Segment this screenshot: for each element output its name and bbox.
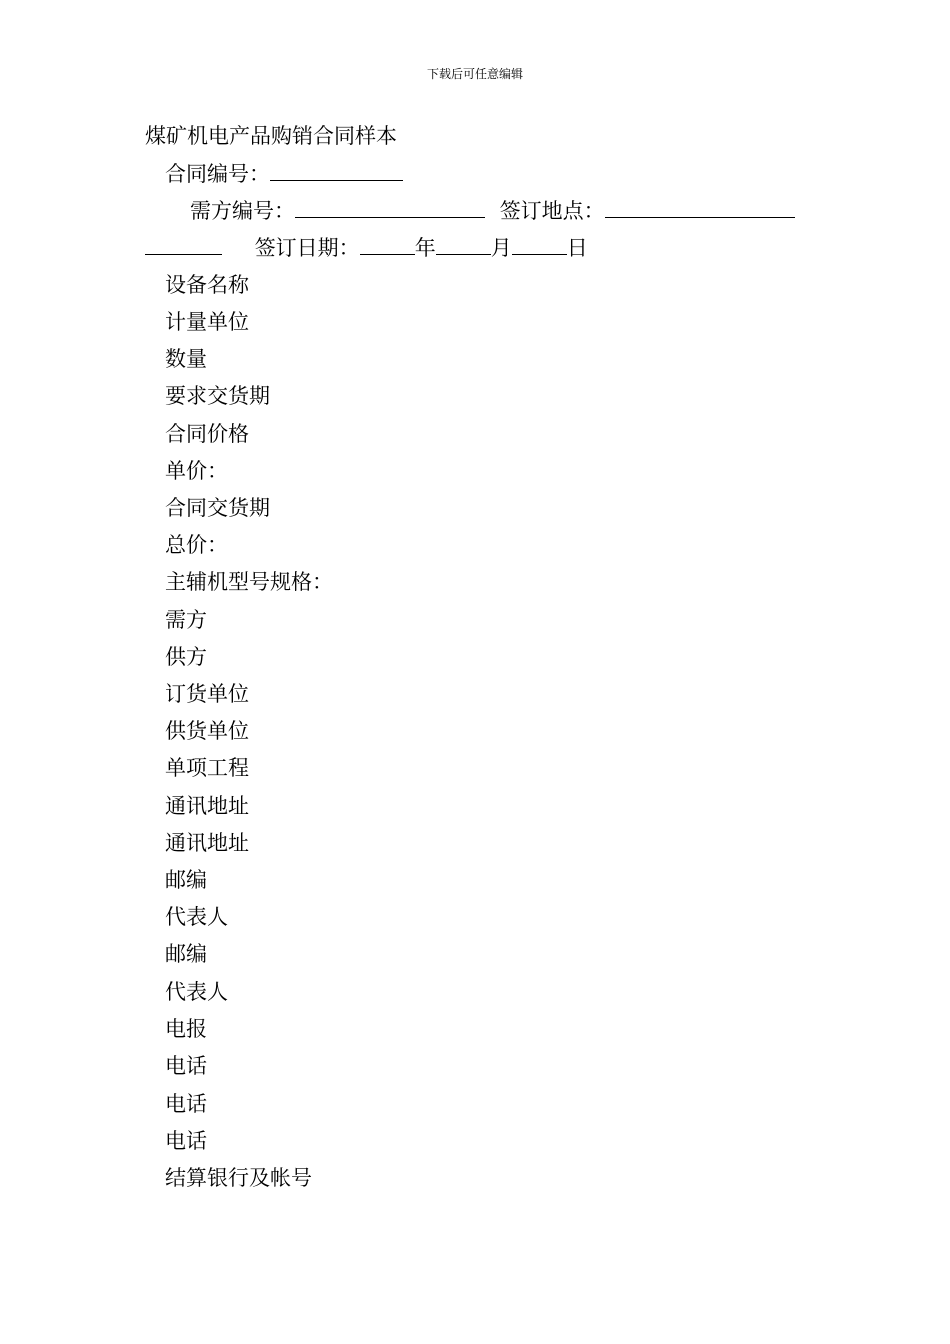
field-required-delivery: 要求交货期 xyxy=(165,384,270,408)
field-phone-3: 电话 xyxy=(165,1129,207,1153)
year-blank xyxy=(360,232,415,255)
contract-number-blank xyxy=(270,158,403,181)
day-label: 日 xyxy=(566,236,588,260)
field-buyer: 需方 xyxy=(165,608,207,632)
year-label: 年 xyxy=(414,236,436,260)
field-address-1: 通讯地址 xyxy=(165,794,249,818)
field-total-price: 总价： xyxy=(165,533,228,557)
field-unit-price: 单价： xyxy=(165,459,228,483)
field-equipment-name: 设备名称 xyxy=(165,273,249,297)
sign-place-blank xyxy=(605,195,795,218)
buyer-number-blank xyxy=(295,195,485,218)
field-telegram: 电报 xyxy=(165,1017,207,1041)
sign-date-label: 签订日期： xyxy=(254,236,360,260)
sign-place-blank-continued xyxy=(145,232,222,255)
buyer-number-line xyxy=(190,195,795,226)
field-model-spec: 主辅机型号规格： xyxy=(165,570,333,594)
day-blank xyxy=(512,232,567,255)
field-phone-1: 电话 xyxy=(165,1054,207,1078)
month-label: 月 xyxy=(490,236,512,260)
field-representative-1: 代表人 xyxy=(165,905,228,929)
field-contract-delivery: 合同交货期 xyxy=(165,496,270,520)
field-supplying-unit: 供货单位 xyxy=(165,719,249,743)
contract-number-label: 合同编号： xyxy=(165,162,270,186)
field-project: 单项工程 xyxy=(165,756,249,780)
field-bank-account: 结算银行及帐号 xyxy=(165,1166,312,1190)
field-unit: 计量单位 xyxy=(165,310,249,334)
sign-date-line xyxy=(145,232,588,263)
sign-place-label: 签订地点： xyxy=(499,199,605,223)
field-quantity: 数量 xyxy=(165,347,207,371)
field-phone-2: 电话 xyxy=(165,1092,207,1116)
contract-number-line xyxy=(165,158,403,189)
field-ordering-unit: 订货单位 xyxy=(165,682,249,706)
month-blank xyxy=(436,232,491,255)
buyer-number-label: 需方编号： xyxy=(190,199,295,223)
field-representative-2: 代表人 xyxy=(165,980,228,1004)
page-header-note: 下载后可任意编辑 xyxy=(426,67,523,81)
field-contract-price: 合同价格 xyxy=(165,422,249,446)
field-address-2: 通讯地址 xyxy=(165,831,249,855)
field-supplier: 供方 xyxy=(165,645,207,669)
field-postcode-1: 邮编 xyxy=(165,868,207,892)
document-title: 煤矿机电产品购销合同样本 xyxy=(145,124,397,148)
field-postcode-2: 邮编 xyxy=(165,942,207,966)
